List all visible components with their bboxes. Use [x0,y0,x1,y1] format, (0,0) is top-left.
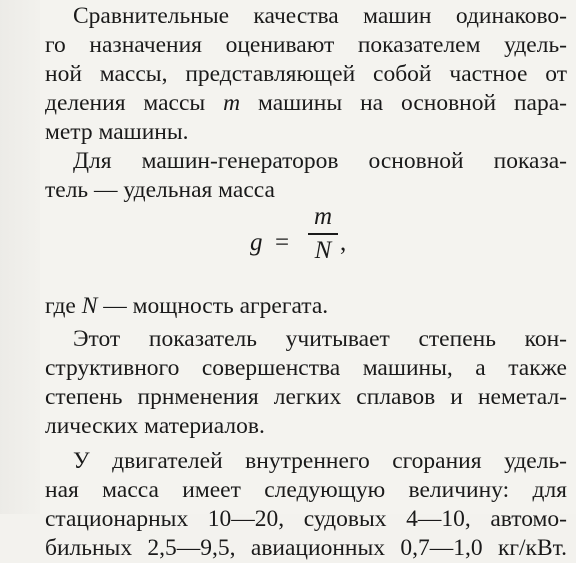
text-line: тель — удельная масса [45,177,275,203]
formula-numerator: m [313,203,333,230]
text-line: структивного совершенства машины, а также [45,355,567,381]
fraction-bar [308,233,338,235]
text-line: деления массы m машины на основной пара- [45,90,567,116]
text-line: го назначения оценивают показателем удель- [45,32,567,58]
formula-fraction [308,203,338,264]
body-text [45,2,569,563]
formula-trailing: , [340,229,347,256]
text-line: Этот показатель учитывает степень кон- [73,326,567,352]
paragraph-where-n [45,292,569,321]
paragraph-specific-mass-definition [45,2,569,147]
formula-lhs: g [250,229,263,256]
text-line: степень прнменения легких сплавов и неметал- [45,384,567,410]
paragraph-indicator [45,325,569,441]
paragraph-generators [45,147,569,205]
paragraph-engines [45,447,569,563]
text-line: стационарных 10—20, судовых 4—10, автомо- [45,506,567,532]
formula-denominator: N [314,236,332,264]
text-line: лических материалов. [45,413,265,439]
text-line: метр машины. [45,119,189,145]
page-margin-shadow [0,0,40,514]
text-line: Для машин-генераторов основной показа- [73,148,567,174]
text-line: где N — мощность агрегата. [45,293,329,319]
text-line: бильных 2,5—9,5, авиационных 0,7—1,0 кг/кВт. [45,535,567,561]
formula-equals: = [275,229,290,256]
text-line: ной массы, представляющей собой частное от [45,61,567,87]
text-line: У двигателей внутреннего сгорания удель- [73,448,567,474]
formula-spacer [45,205,569,292]
text-line: Сравнительные качества машин одинаково- [73,3,567,29]
text-line: ная масса имеет следующую величину: для [45,477,567,503]
